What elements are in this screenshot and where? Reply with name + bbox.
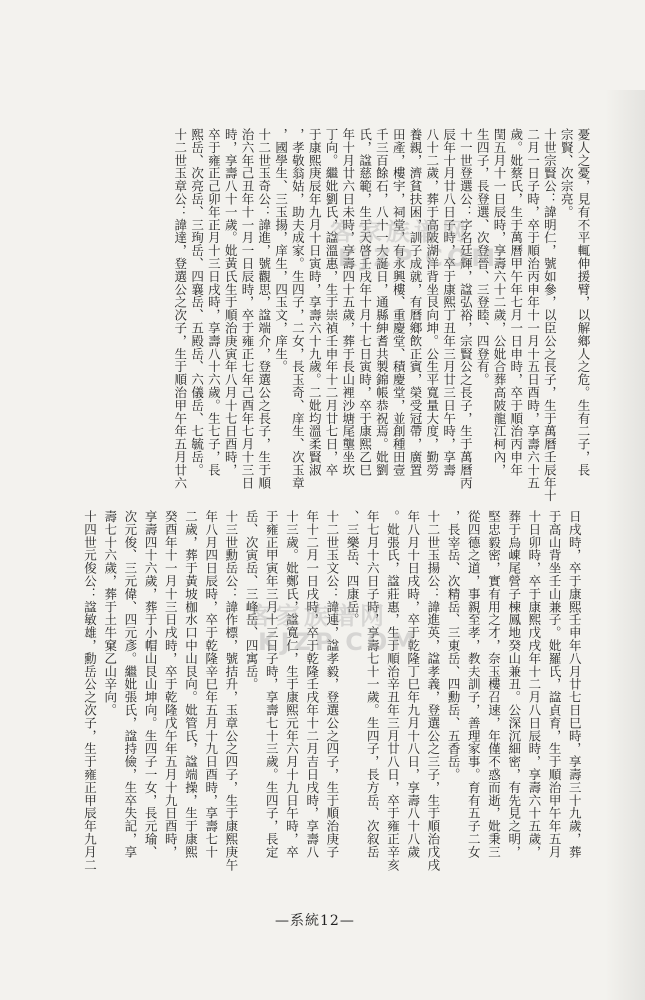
text-column: 年十月廿六日未時，享壽四十五歲，葬于長山裡沙塘尾壟坐坎 xyxy=(340,128,356,477)
text-column: 十二世玉章公：諱達，登選公之次子，生于順治甲午年五月廿六 xyxy=(172,128,188,490)
page-edge-shadow xyxy=(605,90,645,1000)
text-column: 十世宗賢公：諱明仁，號如參，以臣公之長子，生于萬曆壬辰年十 xyxy=(542,128,558,503)
upper-text-block xyxy=(172,128,592,503)
text-column: 辰年十月廿八日子時，卒于康熙丁丑年三月廿三日午時，享壽 xyxy=(441,128,457,477)
watermark: KJZP.COM xyxy=(338,244,500,272)
text-column: 八十二歲，葬于高陂湖洋背坐艮向坤。公生平寬量大度，勤勞 xyxy=(424,128,440,477)
text-column: 從四德之道，事親至孝，教夫訓子，善理家事。育有五子二女 xyxy=(466,510,482,859)
text-column: 堅忠毅密，實有用之才，奈玉樓召速，年僅不惑而逝，妣秉三 xyxy=(486,510,502,859)
text-column: 熙岳、次亮岳、三珣岳、四襄岳、五殿岳、六儀岳、七毓岳。 xyxy=(189,128,205,477)
text-column: 日戌時，卒于康熙壬申年八月廿七日巳時，享壽三十九歲，葬 xyxy=(567,510,583,859)
watermark: 客家族谱网 xyxy=(330,218,470,246)
watermark: 客家族谱网 xyxy=(248,602,388,630)
text-column: 于雍正甲寅年三月十三日子時，享壽七十三歲。生四子，長定 xyxy=(264,510,280,859)
text-column: ，長宰岳、次精岳、三東岳、四勳岳、五香岳。 xyxy=(446,510,462,781)
text-column: 十三歲。妣鄭氏，諡寬仁，生于康熙元年六月十九日午時，卒 xyxy=(284,510,300,859)
text-column: 憂人之憂，見有不平輒伸援臂，以解鄉人之危。生有二子，長 xyxy=(576,128,591,477)
text-column: 治六年己丑年十一月一日辰時，卒于雍正七年己酉年七月十三日 xyxy=(240,128,255,490)
text-column: 年七月十六日子時，享壽七十一歲。生四子，長方岳、次叙岳 xyxy=(365,510,381,859)
text-column: 葬于烏崠尾營子棟鳳地癸山兼丑。公深沉細密，有先見之明， xyxy=(506,510,522,859)
text-column: 生四子，長登選、次登晉、三登睦、四登有。 xyxy=(475,128,491,386)
text-column: 氏，諡慈範，生于天啓壬戌年十月十七日寅時，卒于康熙乙巳 xyxy=(357,128,373,477)
text-column: 十二世玉文公：諱連，諡孝毅，登選公之四子，生于順治庚子 xyxy=(324,510,340,859)
text-column: 年八月十日戌時，卒于乾隆丁巳年九月十八日，享壽八十八歲 xyxy=(405,510,421,859)
text-column: 。妣張氏，諡莊惠，生于順治辛丑年三月廿八日，卒于雍正辛亥 xyxy=(385,510,401,872)
text-column: 癸酉年十一月十三日戌時，卒于乾隆戊午年五月十九日酉時， xyxy=(163,510,179,859)
text-column: 十三世勳岳公：諱作標，號拮升，玉章公之四子，生于康熙庚午 xyxy=(223,510,239,872)
text-column: 岳、次寅岳、三峰岳、四寓岳。 xyxy=(244,510,260,691)
text-column: 二歲，葬于黃坡枷水口中山艮向。妣管氏，諡端操，生于康熙 xyxy=(183,510,199,859)
text-column: 于康熙庚辰年九月十日寅時，享壽六十九歲。二妣均溫柔賢淑 xyxy=(307,128,323,477)
text-column: 歲。妣蔡氏，生于萬曆甲午年七月一日申時，卒于順治丙申年 xyxy=(508,128,524,477)
text-column: 閏五月十一日辰時，享壽六十二歲，公妣合葬高陂龍江柯內， xyxy=(492,128,507,477)
text-column: 享壽四十六歲，葬于小帽山艮山坤向。生四子一女，長元瑜、 xyxy=(143,510,159,859)
text-column: 卒于雍正己卯年正月十三日戌時，享壽八十六歲。生七子，長 xyxy=(206,128,222,477)
text-column: 千三百餘石，八十一大誕日，通縣紳耆共製錦帳恭祝焉。妣劉 xyxy=(374,128,390,477)
text-column: 養親，濟貧扶困，訓子成就，有曆鄉飲正賓，榮受冠帶，廣置 xyxy=(408,128,423,477)
text-column: 年八月四日辰時，卒于乾隆辛巳年五月十九日酉時，享壽七十 xyxy=(203,510,219,859)
text-column: 于高山背坐壬山兼子。妣羅氏，諡貞育，生于順治甲午年五月 xyxy=(547,510,563,859)
text-column: 十四世元俊公：諡敏雄，勳岳公之次子，生于雍正甲辰年九月二 xyxy=(82,510,98,872)
text-column: 十二世玉奇公：諱進，號觀思，諡端介，登選公之長子，生于順 xyxy=(256,128,272,490)
page-number-footer: —系統12— xyxy=(275,913,355,929)
text-column: ，國學生、三玉揚，庠生，四玉文，庠生。 xyxy=(273,128,289,374)
text-column: 、三樂岳、四康岳。 xyxy=(345,510,361,627)
text-column: 丁向。繼妣劉氏，諡溫惠，生于崇禎壬申年十二月廿七日，卒 xyxy=(324,128,339,477)
text-column: 十日卯時，卒于康熙戊戌年十二月八日辰時，享壽六十五歲， xyxy=(526,510,542,859)
text-column: 時，享壽八十一歲。妣黃氏生于順治庚寅年八月十七日酉時， xyxy=(223,128,239,477)
text-column: 次元俊、三元偉、四元彥。繼妣張氏，諡持儉，生卒失記，享 xyxy=(122,510,138,859)
watermark: KJZP.COM xyxy=(258,628,420,656)
text-column: 田產，樓宇，祠堂，有永興樓、重慶堂、積慶堂，並創種田壹 xyxy=(391,128,407,477)
text-column: 宗賢、次宗亮。 xyxy=(559,128,575,219)
text-column: 壽七十六歲，葬于土牛窠乙山辛向。 xyxy=(102,510,118,717)
text-column: ，孝敬翁姑，助夫成家。生四子，二女，長玉奇、庠生、次玉章 xyxy=(290,128,306,490)
text-column: 二月一日子時，卒于順治丙申年十一月十五日酉時，享壽六十五 xyxy=(525,128,541,490)
text-column: 十一世登選公：字名廷輝，諡弘裕，宗賢公之長子，生于萬曆丙 xyxy=(458,128,474,490)
text-column: 年十二月一日戌時，卒于乾隆壬戌年十二月吉日戌時，享壽八 xyxy=(304,510,320,859)
lower-text-block xyxy=(80,510,585,905)
text-column: 十二世玉揚公：諱進英，諡孝義，登選公之三子，生于順治戊戌 xyxy=(425,510,441,872)
